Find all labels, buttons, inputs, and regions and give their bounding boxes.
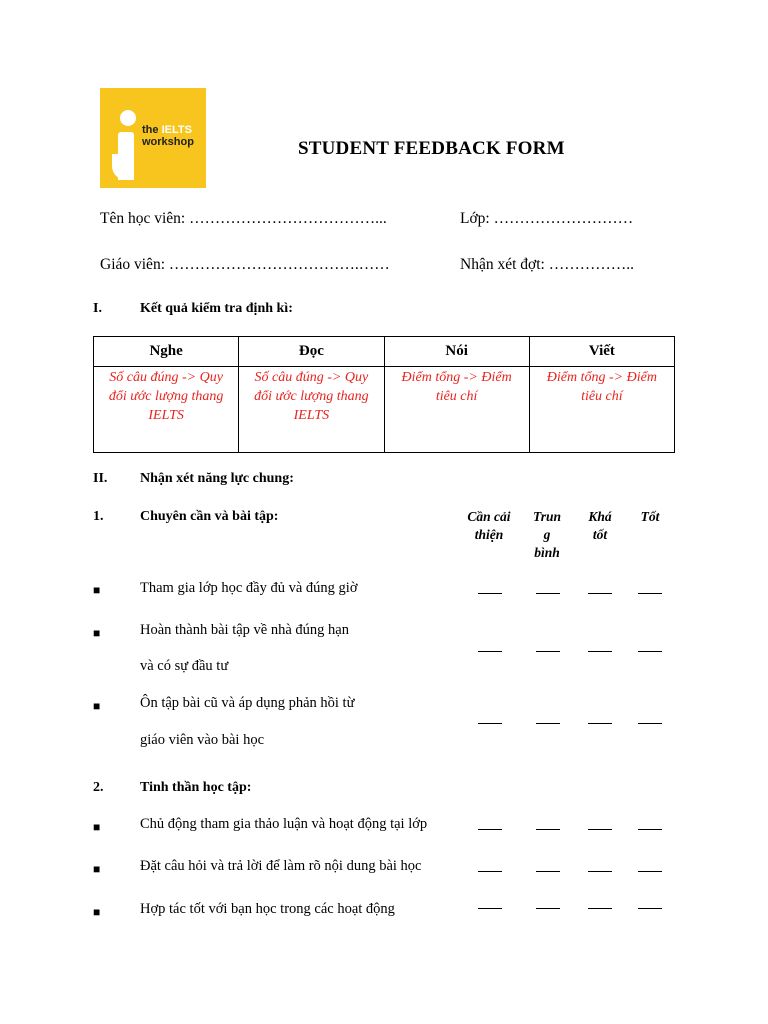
cell-listening[interactable]: Số câu đúng -> Quy đổi ước lượng thang IELTS	[94, 367, 239, 453]
criterion-homework: Hoàn thành bài tập về nhà đúng hạn	[140, 622, 349, 638]
criterion-cooperation: Hợp tác tốt với bạn học trong các hoạt động	[140, 901, 395, 917]
header-listening: Nghe	[94, 337, 239, 367]
rating-header-good: Khá tốt	[588, 509, 612, 542]
rating-blank[interactable]	[638, 651, 662, 652]
class-field[interactable]: Lớp: ………………………	[460, 210, 634, 227]
bullet-icon: ■	[93, 862, 101, 876]
sub-1-title: Chuyên cần và bài tập:	[140, 509, 279, 524]
rating-blank[interactable]	[478, 723, 502, 724]
rating-blank[interactable]	[478, 651, 502, 652]
page-title: STUDENT FEEDBACK FORM	[298, 138, 565, 159]
header-speaking: Nói	[384, 337, 529, 367]
sub-2-title: Tinh thần học tập:	[140, 780, 252, 795]
rating-blank[interactable]	[536, 651, 560, 652]
rating-blank[interactable]	[588, 908, 612, 909]
criterion-attendance: Tham gia lớp học đầy đủ và đúng giờ	[140, 580, 358, 596]
rating-header-average: Trun g bình	[532, 509, 561, 560]
section-1-number: I.	[93, 301, 102, 316]
logo-foot	[112, 154, 132, 180]
bullet-icon: ■	[93, 905, 101, 919]
bullet-icon: ■	[93, 699, 101, 713]
rating-blank[interactable]	[588, 593, 612, 594]
rating-blank[interactable]	[638, 908, 662, 909]
rating-blank[interactable]	[536, 723, 560, 724]
criterion-review-cont: giáo viên vào bài học	[140, 732, 265, 748]
ielts-workshop-logo	[100, 88, 206, 188]
sub-2-number: 2.	[93, 780, 104, 795]
cell-writing[interactable]: Điểm tổng -> Điểm tiêu chí	[529, 367, 674, 453]
section-2-title: Nhận xét năng lực chung:	[140, 471, 294, 486]
header-reading: Đọc	[239, 337, 384, 367]
section-2-number: II.	[93, 471, 108, 486]
criterion-participation: Chủ động tham gia thảo luận và hoạt động tại lớp	[140, 816, 428, 832]
rating-blank[interactable]	[478, 829, 502, 830]
criterion-homework-cont: và có sự đầu tư	[140, 658, 229, 674]
student-name-field[interactable]: Tên học viên: ………………………………...	[100, 210, 387, 227]
review-period-field[interactable]: Nhận xét đợt: ……………..	[460, 256, 634, 273]
rating-header-needs-improvement: Cần cải thiện	[467, 509, 511, 542]
rating-blank[interactable]	[536, 593, 560, 594]
rating-blank[interactable]	[588, 723, 612, 724]
rating-header-excellent: Tốt	[640, 509, 660, 524]
rating-blank[interactable]	[478, 593, 502, 594]
rating-blank[interactable]	[536, 829, 560, 830]
cell-reading[interactable]: Số câu đúng -> Quy đổi ước lượng thang IELTS	[239, 367, 384, 453]
rating-blank[interactable]	[638, 593, 662, 594]
rating-blank[interactable]	[588, 829, 612, 830]
logo-text: the IELTS workshop	[142, 124, 194, 148]
section-1-title: Kết quả kiểm tra định kì:	[140, 301, 293, 316]
rating-blank[interactable]	[478, 908, 502, 909]
rating-blank[interactable]	[536, 908, 560, 909]
rating-blank[interactable]	[478, 871, 502, 872]
header-writing: Viết	[529, 337, 674, 367]
criterion-questions: Đặt câu hỏi và trả lời để làm rõ nội dung bài học	[140, 858, 422, 874]
rating-blank[interactable]	[638, 723, 662, 724]
criterion-review: Ôn tập bài cũ và áp dụng phản hồi từ	[140, 695, 355, 711]
rating-blank[interactable]	[638, 871, 662, 872]
test-results-table	[93, 336, 675, 453]
rating-blank[interactable]	[638, 829, 662, 830]
cell-speaking[interactable]: Điểm tổng -> Điểm tiêu chí	[384, 367, 529, 453]
bullet-icon: ■	[93, 820, 101, 834]
bullet-icon: ■	[93, 583, 101, 597]
bullet-icon: ■	[93, 626, 101, 640]
rating-blank[interactable]	[588, 651, 612, 652]
rating-blank[interactable]	[588, 871, 612, 872]
logo-dot	[120, 110, 136, 126]
sub-1-number: 1.	[93, 509, 104, 524]
teacher-field[interactable]: Giáo viên: ……………………………….……	[100, 256, 390, 273]
rating-blank[interactable]	[536, 871, 560, 872]
